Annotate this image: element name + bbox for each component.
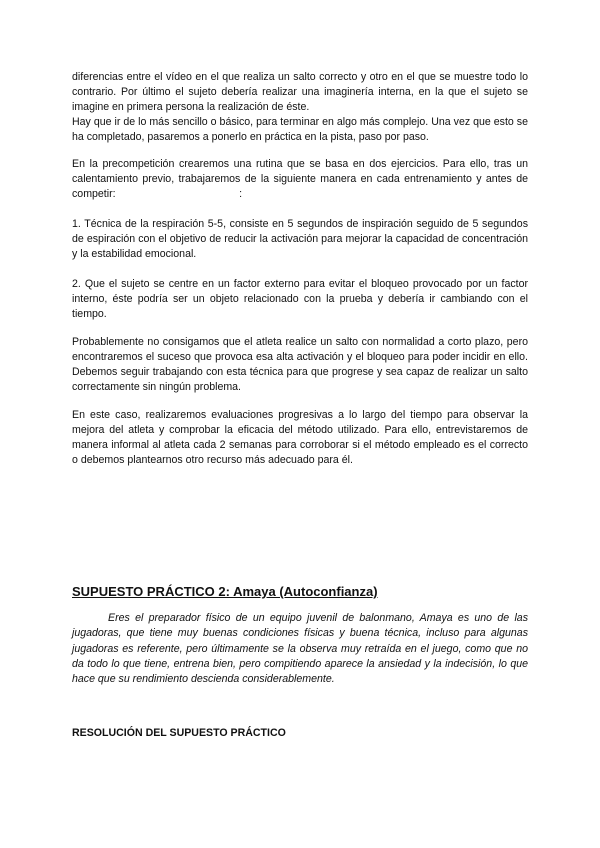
section-heading: SUPUESTO PRÁCTICO 2: Amaya (Autoconfianza)	[72, 584, 378, 599]
resolution-heading: RESOLUCIÓN DEL SUPUESTO PRÁCTICO	[72, 727, 286, 739]
scenario-description: Eres el preparador físico de un equipo juvenil de balonmano, Amaya es uno de las jugadoras, que tiene muy buenas condiciones físicas y buena técnica, incluso para algunas jugadoras es referente, pero últimamente se la observa muy retraída en el juego, como que no da todo lo que tiene, entrena bien, pero compitiendo aparece la ansiedad y la indecisión, lo que hace que su rendimiento descienda considerablemente.	[72, 612, 528, 686]
paragraph-evaluation: En este caso, realizaremos evaluaciones progresivas a lo largo del tiempo para observar la mejora del atleta y comprobar la eficacia del método utilizado. Para ello, entrevistaremos de manera informal al atleta cada 2 semanas para corroborar si el método empleado es el correcto o debemos plantearnos otro recurso más adecuado para él.	[72, 409, 528, 466]
paragraph-external-focus: 2. Que el sujeto se centre en un factor externo para evitar el bloqueo provocado por un factor interno, éste podría ser un objeto relacionado con la prueba y debería ir cambiando con el tiempo.	[72, 278, 528, 320]
paragraph-video-imagery: diferencias entre el vídeo en el que realiza un salto correcto y otro en el que se muestre todo lo contrario. Por último el sujeto debería realizar una imaginería interna, en la que el sujeto se imagine en primera persona la realización de éste. Hay que ir de lo más sencillo o básico, para terminar en algo más complejo. Una vez que esto se ha completado, pasaremos a ponerlo en práctica en la pista, paso por paso.	[72, 71, 528, 143]
paragraph-breathing-technique: 1. Técnica de la respiración 5-5, consiste en 5 segundos de inspiración seguido de 5 segundos de espiración con el objetivo de reducir la activación para mejorar la capacidad de concentración y la estabilidad emocional.	[72, 218, 528, 260]
paragraph-precompetition: En la precompetición crearemos una rutina que se basa en dos ejercicios. Para ello, tras un calentamiento previo, trabajaremos de la siguiente manera en cada entrenamiento y antes de competir: :	[72, 158, 531, 200]
paragraph-expected-outcome: Probablemente no consigamos que el atleta realice un salto con normalidad a corto plazo, pero encontraremos el suceso que provoca esa alta activación y el bloqueo para poder incidir en ello. Debemos seguir trabajando con esta técnica para que progrese y sea capaz de realizar un salto correctamente sin ningún problema.	[72, 336, 528, 393]
